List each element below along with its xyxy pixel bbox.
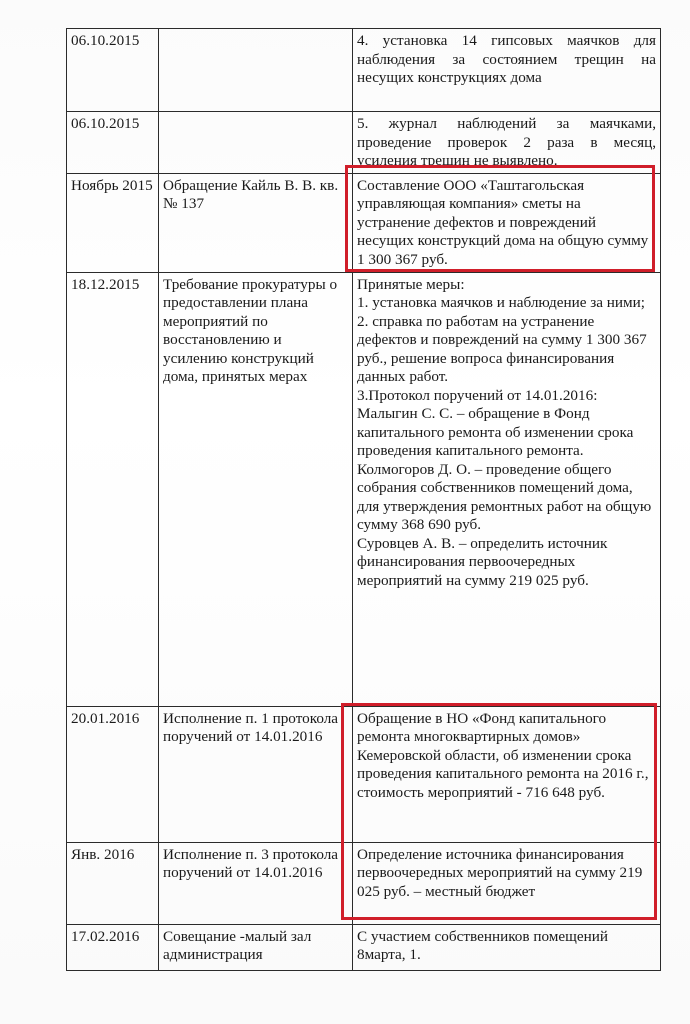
basis-cell: Совещание -малый зал администрация <box>159 924 353 970</box>
date-cell: 06.10.2015 <box>67 29 159 112</box>
measure-item: Колмогоров Д. О. – проведение общего собрания собственников помещений дома, для утверждения ремонтных работ на общую сумму 368 690 руб. <box>357 460 652 533</box>
basis-cell: Исполнение п. 3 протокола поручений от 14.01.2016 <box>159 842 353 924</box>
measures-cell: 4. установка 14 гипсовых маячков для наблюдения за состоянием трещин на несущих конструкциях дома <box>353 29 661 112</box>
table-row <box>67 924 661 970</box>
table-row <box>67 112 661 174</box>
measures-cell: С участием собственников помещений 8марта, 1. <box>353 924 661 970</box>
measures-cell: Составление ООО «Таштагольская управляющая компания» сметы на устранение дефектов и повреждений несущих конструкций дома на общую сумму 1 300 367 руб. <box>353 173 661 272</box>
table-row <box>67 173 661 272</box>
measures-cell: 5. журнал наблюдений за маячками, проведение проверок 2 раза в месяц, усиления трещин не выявлено. <box>353 112 661 174</box>
table-row <box>67 706 661 842</box>
date-cell: 17.02.2016 <box>67 924 159 970</box>
basis-cell: Исполнение п. 1 протокола поручений от 14.01.2016 <box>159 706 353 842</box>
measure-item: 2. справка по работам на устранение дефектов и повреждений на сумму 1 300 367 руб., решение вопроса финансирования данных работ. <box>357 312 647 385</box>
date-cell: 20.01.2016 <box>67 706 159 842</box>
measure-item: 1. установка маячков и наблюдение за ними; <box>357 294 646 311</box>
date-cell: 18.12.2015 <box>67 272 159 706</box>
date-cell: Ноябрь 2015 <box>67 173 159 272</box>
measures-cell: Обращение в НО «Фонд капитального ремонта многоквартирных домов» Кемеровской области, об изменении срока проведения капитального ремонта на 2016 г., стоимость мероприятий - 716 648 руб. <box>353 706 661 842</box>
measure-item: Суровцев А. В. – определить источник финансирования первоочередных мероприятий на сумму 219 025 руб. <box>357 534 608 589</box>
measures-table <box>66 28 661 971</box>
table-row <box>67 842 661 924</box>
basis-cell <box>159 29 353 112</box>
basis-cell <box>159 112 353 174</box>
measure-item: 3.Протокол поручений от 14.01.2016: Малыгин С. С. – обращение в Фонд капитального ремонта об изменении срока проведения капитального ремонта. <box>357 386 634 459</box>
date-cell: 06.10.2015 <box>67 112 159 174</box>
basis-cell: Требование прокуратуры о предоставлении плана мероприятий по восстановлению и усилению конструкций дома, принятых мерах <box>159 272 353 706</box>
basis-cell: Обращение Кайль В. В. кв. № 137 <box>159 173 353 272</box>
table-row <box>67 29 661 112</box>
date-cell: Янв. 2016 <box>67 842 159 924</box>
measures-cell <box>353 272 661 706</box>
measure-item: Принятые меры: <box>357 275 465 293</box>
table-row <box>67 272 661 706</box>
measures-cell: Определение источника финансирования первоочередных мероприятий на сумму 219 025 руб. – местный бюджет <box>353 842 661 924</box>
